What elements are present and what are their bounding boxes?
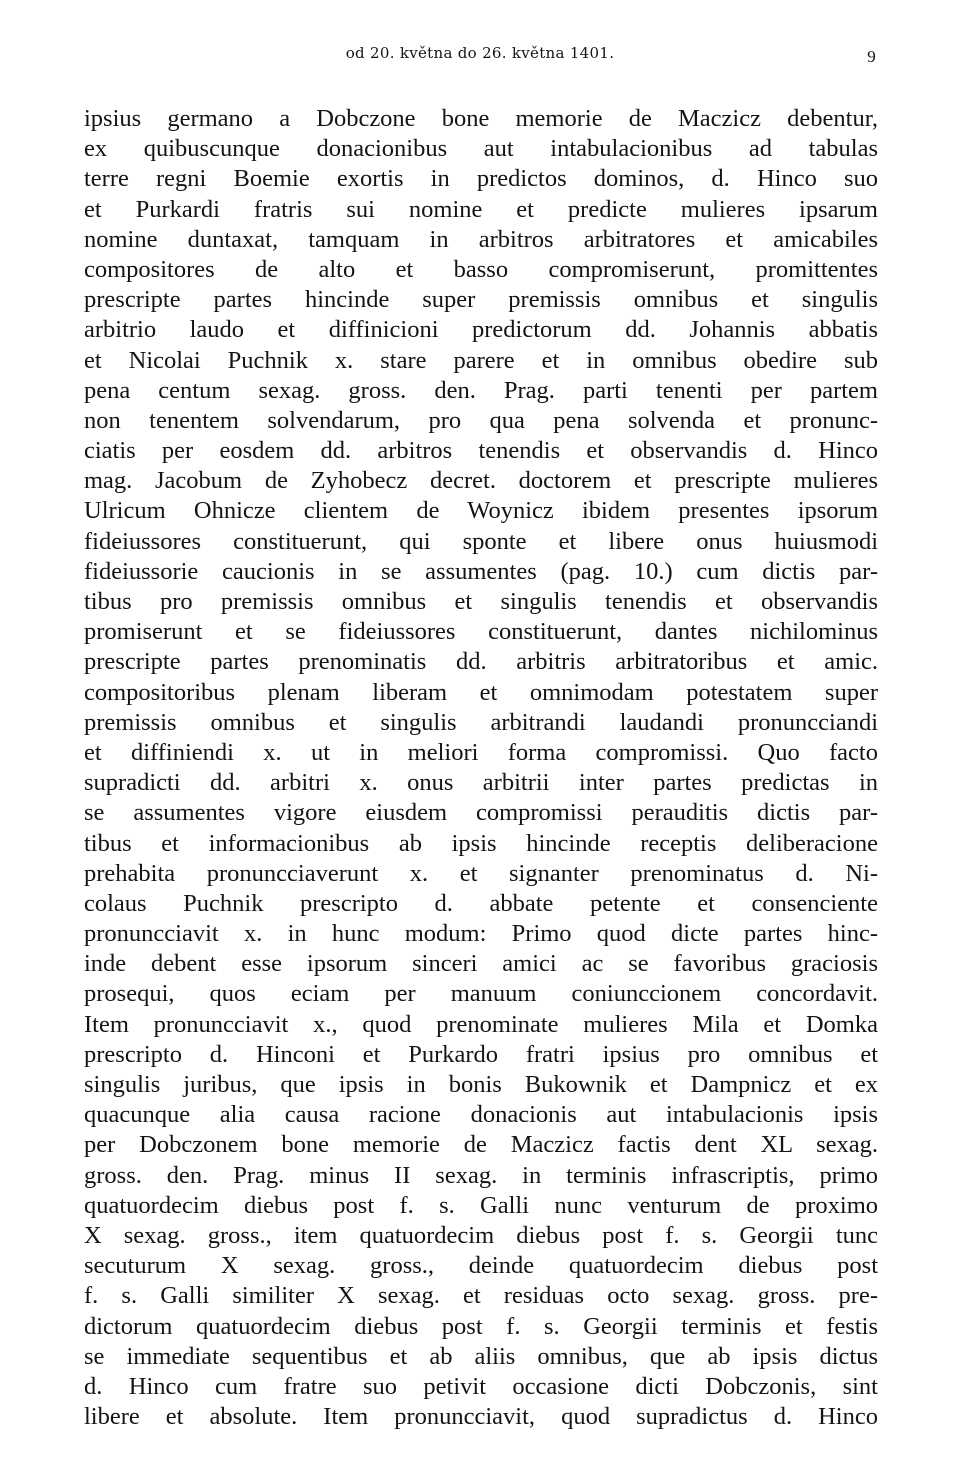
text-line: ipsius germano a Dobczone bone memorie de Maczicz debentur, [84,105,878,132]
text-line: singulis juribus, que ipsis in bonis Bukownik et Dampnicz et ex [84,1071,878,1098]
text-line: f. s. Galli similiter X sexag. et residuas octo sexag. gross. pre- [84,1282,878,1310]
text-line: mag. Jacobum de Zyhobecz decret. doctorem et prescripte mulieres [84,467,878,495]
text-line: fideiussorie caucionis in se assumentes (pag. 10.) cum dictis par- [84,557,878,585]
text-line: X sexag. gross., item quatuordecim diebus post f. s. Georgii tunc [84,1221,878,1249]
text-line: promiserunt et se fideiussores constituerunt, dantes nichilominus [84,618,878,646]
text-line: se assumentes vigore eiusdem compromissi perauditis dictis par- [84,799,878,827]
text-line: per Dobczonem bone memorie de Maczicz factis dent XL sexag. [84,1131,878,1159]
text-line: dictorum quatuordecim diebus post f. s. Georgii terminis et festis [84,1312,878,1340]
text-line: ex quibuscunque donacionibus aut intabulacionibus ad tabulas [84,135,878,163]
text-line: quatuordecim diebus post f. s. Galli nunc venturum de proximo [84,1191,878,1219]
text-line: gross. den. Prag. minus II sexag. in terminis infrascriptis, primo [84,1161,878,1189]
page-number: 9 [867,47,876,66]
text-line: compositores de alto et basso compromiserunt, promittentes [84,255,878,283]
text-line: fideiussores constituerunt, qui sponte et libere onus huiusmodi [84,527,878,555]
text-line: prescripte partes hincinde super premissis omnibus et singulis [84,286,878,314]
text-line: prehabita pronuncciaverunt x. et signanter prenominatus d. Ni- [84,859,878,887]
text-line: prescripte partes prenominatis dd. arbitris arbitratoribus et amic. [84,648,878,676]
text-line: et Purkardi fratris sui nomine et predicte mulieres ipsarum [84,195,878,223]
text-line: pena centum sexag. gross. den. Prag. parti tenenti per partem [84,376,878,404]
text-line: pronuncciavit x. in hunc modum: Primo quod dicte partes hinc- [84,920,878,948]
text-line: arbitrio laudo et diffinicioni predictorum dd. Johannis abbatis [84,316,878,344]
text-line: d. Hinco cum fratre suo petivit occasione dicti Dobczonis, sint [84,1372,878,1400]
text-line: et diffiniendi x. ut in meliori forma compromissi. Quo facto [84,738,878,766]
text-line: et Nicolai Puchnik x. stare parere et in omnibus obedire sub [84,346,878,374]
text-line: Item pronuncciavit x., quod prenominate mulieres Mila et Domka [84,1010,878,1038]
text-line: non tenentem solvendarum, pro qua pena solvenda et pronunc- [84,406,878,434]
text-line: premissis omnibus et singulis arbitrandi laudandi pronuncciandi [84,708,878,736]
text-line: tibus pro premissis omnibus et singulis tenendis et observandis [84,588,878,615]
text-line: prescripto d. Hinconi et Purkardo fratri ipsius pro omnibus et [84,1040,878,1068]
text-line: colaus Puchnik prescripto d. abbate petente et consenciente [84,889,878,917]
text-line: quacunque alia causa racione donacionis aut intabulacionis ipsis [84,1101,878,1129]
text-line: Ulricum Ohnicze clientem de Woynicz ibidem presentes ipsorum [84,497,878,525]
text-line: terre regni Boemie exortis in predictos dominos, d. Hinco suo [84,165,878,193]
running-head [0,44,960,68]
text-line: inde debent esse ipsorum sinceri amici ac se favoribus graciosis [84,950,878,978]
text-line: secuturum X sexag. gross., deinde quatuordecim diebus post [84,1252,878,1280]
text-line: compositoribus plenam liberam et omnimodam potestatem super [84,678,878,706]
text-line: tibus et informacionibus ab ipsis hincinde receptis deliberacione [84,829,878,857]
running-title: od 20. května do 26. května 1401. [345,44,615,62]
body-text [84,104,878,1432]
text-line: supradicti dd. arbitri x. onus arbitrii inter partes predictas in [84,769,878,797]
text-line: se immediate sequentibus et ab aliis omnibus, que ab ipsis dictus [84,1342,878,1370]
text-line: libere et absolute. Item pronuncciavit, quod supradictus d. Hinco [84,1403,878,1431]
text-line: nomine duntaxat, tamquam in arbitros arbitratores et amicabiles [84,225,878,253]
text-line: ciatis per eosdem dd. arbitros tenendis et observandis d. Hinco [84,437,878,465]
text-line: prosequi, quos eciam per manuum coniunccionem concordavit. [84,980,878,1008]
